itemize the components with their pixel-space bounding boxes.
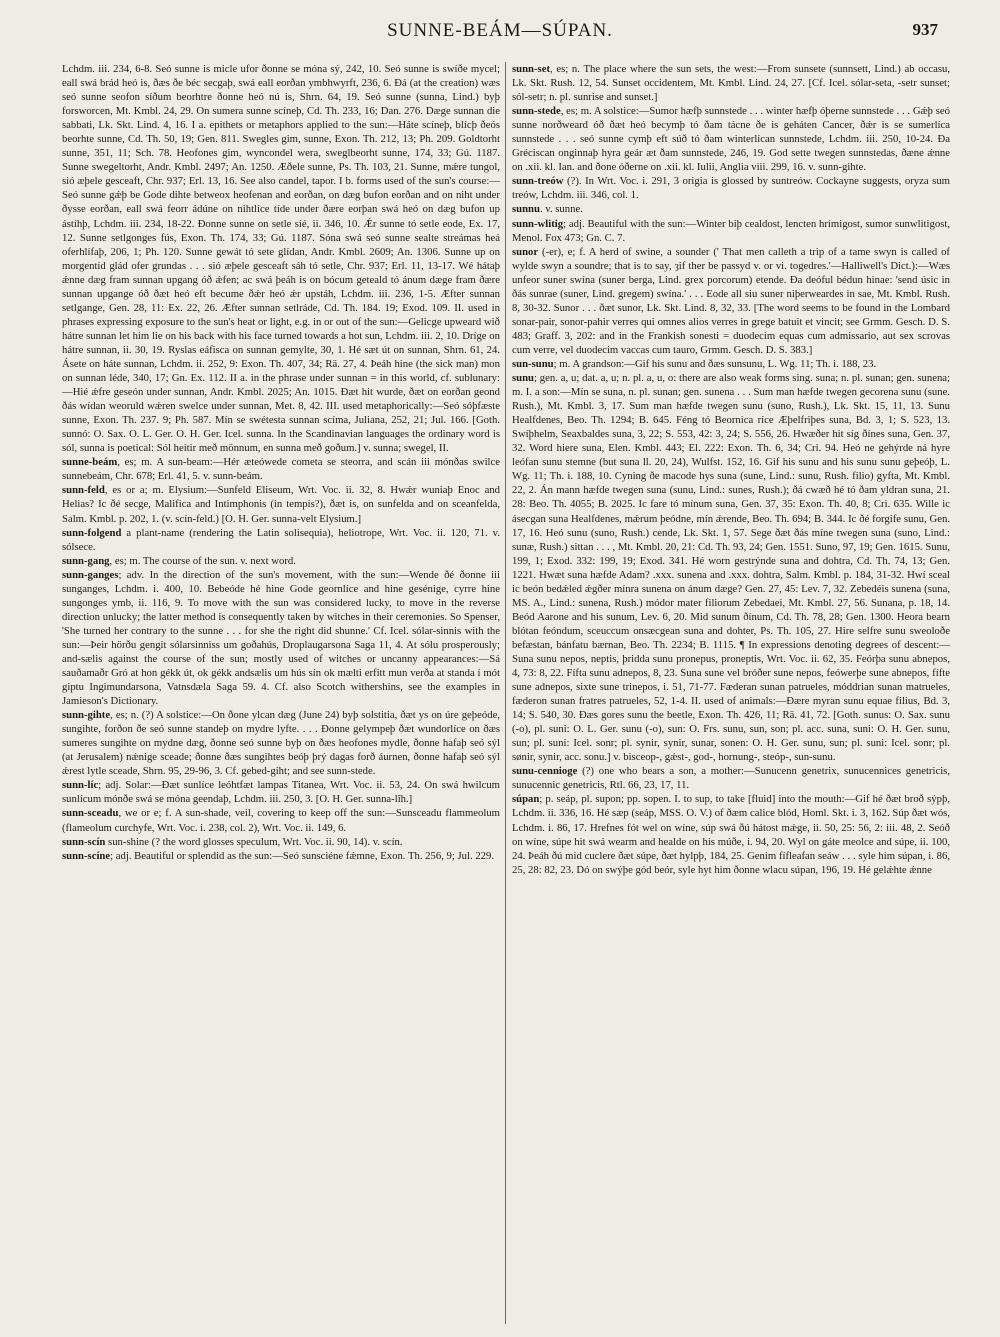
entry-text: ; adj. Solar:—Ðæt sunlíce leóhtfæt lampas Titanea, Wrt. Voc. ii. 53, 24. On swá hwilcum sunlícum mónðe swá se móna geendaþ, Lchdm. iii. 250, 3. [O. H. Ger. sunna-lîh.] <box>62 779 500 806</box>
dictionary-entry <box>62 526 500 554</box>
dictionary-entry <box>62 568 500 708</box>
entry-text: ; adv. In the direction of the sun's movement, with the sun:—Wende ðé ðonne iii sunganges, Lchdm. i. 400, 10. Bebeóde hé hine Gode geornlíce and hine gesénige, cyrre hine sungonges ymb, ii. 116, 9. To move with the sun was considered lucky, to move in the reverse direction unlucky; the latter method is consequently taken by witches in their ceremonies. So Spenser, 'She turned her contrary to the sunne . . . for she the right did shunne.' Cf. Icel. sólar-sinnis with the sun:—Þeir hörðu gengit sólarsinniss um goðahús, Droplaugarsona Saga 11, 4. At sólu prosperously; and-sælis against the course of the sun; mostly used of witches or uncanny appearances:—Sá sauðamaðr Gró at hon gékk út, ok gékk andsælis um hús sín ok mælti erfitt mun verða at standa í mót giptu Ingimundarsona, Vatnsdæla Saga 59. 4. Cf. also Scotch withershins, see the examples in Jamieson's Dictionary. <box>62 568 500 708</box>
page-number: 937 <box>912 20 938 39</box>
headword: sunn-scíne <box>62 849 111 862</box>
dictionary-entry <box>512 245 950 357</box>
entry-text: a plant-name (rendering the Latin solisequia), heliotrope, Wrt. Voc. ii. 120, 71. v. sólsece. <box>62 526 500 553</box>
headword: sunn-gihte <box>62 709 111 722</box>
entry-text: sun-shine (? the word glosses speculum, Wrt. Voc. ii. 90, 14). v. scín. <box>105 835 403 848</box>
headword: sunn-treów <box>512 175 564 188</box>
running-head: SUNNE-BEÁM—SÚPAN. <box>387 20 613 41</box>
dictionary-entry <box>62 708 500 778</box>
headword: súpan <box>512 793 540 806</box>
dictionary-entry <box>62 554 500 568</box>
right-column <box>512 62 950 1324</box>
headword: sunn-líc <box>62 779 99 792</box>
entry-text: ; gen. a, u; dat. a, u; n. pl. a, u, o: there are also weak forms sing. suna; n. pl. sunan; gen. sunena; m. I. a son:—Mín se suna, n. pl. sunan; gen. sunena . . . Sum man hæfde twegen gecorena sunu (sune. Rush.), Mt. Kmbl. 3, 17. Sum man hæfde twegen sunu (suno, Rush.), Lk. Skt. 15, 11, 13. Sunu Healfdenes, Beo. Th. 1294; B. 645. Féng tó Beornica ríce Æþelfriþes suna, Bd. 3, 1; S. 523, 13. Swíþhelm, Seaxbaldes suna, 3, 22; S. 553, 42: 3, 24; S. 556, 26. Hwæðer hit síg ðínes suna, Gen. 37, 32. Word hiere suna, Elen. Kmbl. 443; El. 222: Exon. Th. 6, 34; Cri. 94. Heó ne gehýrde ná hyre leófan sunu stemne (but suna ll. 20, 24), Wulfst. 152, 16. Gif his sunu and his sunu sunu geþeóþ, L. Wg. 11; Th. i. 188, 10. Cyning ðe macode hys suna (sune, Lind.: sunu, Rush. filio) gyfta, Mt. Kmbl. 22, 2. Án mann hæfde twegen suna (sunu, Lind.: sunes, Rush.); ðá cwæð hé tó ðam yldran suna, 21. 28: Beo. Th. 4055; B. 2025. Ic fare tó mínum suna, Gen. 37, 35: Exon. Th. 40, 8; Cri. 635. Wille ic ásecgan suna Healfdenes, mǽrum þeódne, mín ǽrende, Beo. Th. 694; B. 344. Ic ðé forgife sunu, Gen. 17, 16. Heó sunu (suno, Rush.) cende, Lk. Skt. 1, 57. Sege ðæt ðás míne twegen suna (suno, Lind.: sunæ, Rush.) sittan . . . , Mt. Kmbl. 20, 21: Cd. Th. 93, 24; Gen. 1551. Suno, 97, 19; Gen. 1615. Sunu, 199, 1; Exod. 332: 199, 19; Exod. 341. Hé worn gestrýnde suna and dohtra, Cd. Th. 74, 13; Gen. 1221. Hwæt suna hæfde Adam? .xxx. sunena and .xxx. dohtra, Salm. Kmbl. p. 184, 31-32. Hwí sceal ic beón bedǽled ǽgðer mínra sunena on ánum dæge? Gen. 27, 45: Lev. 7, 32. Zebedéis sunena (suna, MS. A., Lind.: sunena, Rush.) módor mater filiorum Zebedaei, Mt. Kmbl. 27, 56. Sunana, p. 18, 14. Beód Aarone and his sunum, Lev. 6, 20. Mid sunum ðínum, Cd. Th. 78, 28; Gen. 1300. Heora bearn blótan feóndum, sceuccum onsæcgean suna and dohter, Ps. Th. 105, 27. Hire selfre sunu sweoloðe befæstan, bánfatu bærnan, Beo. Th. 2234; B. 1115. ¶ In expressions denoting degrees of descent:—Suna sunu nepos, neptis, þridda sunu pronepus, proneptis, Wrt. Voc. ii. 62, 35. Feórþa sunu abnepos, 4, 73: 8, 22. Fífta sunu adnepos, 8, 23. Suna sune vel bróðer sune nepos, feówerþe sune abnepos, fífte sune adnepos, sixte sune trinepos, i. 51, 71-77. Fæderan sunan patrueles, móddrian sunan matrueles, fæderon sunan fratres patrueles, 52, 1-4. II. used of animals:—Ðære myran sunu equae filius, Bd. 3, 14; S. 540, 30. Ðæs gores sunu the beetle, Exon. Th. 426, 11; Rä. 41, 72. [Goth. sunus: O. Sax. sunu (-o), pl. suni: O. L. Ger. sunu (-o), sun: O. Frs. sunu, sun, son; pl. acc. suna, suni: O. H. Ger. sunu, sun; pl. suni: Icel. sonr; pl. synir, synir, sunar, sonen: O. H. Ger. sunu, sun; pl. suni: Icel. sonr; pl. sønir, synir, acc. sonu.] v. bisceop-, gǽst-, god-, hornung-, steóp-, sun-sunu. <box>512 372 950 764</box>
entry-text: (-er), e; f. A herd of swine, a sounder (' That men calleth a trip of a tame swyn is called of wylde swyn a soundre; that is to say, ȝif ther be passyd v. or vi. togedres.'—Halliwell's Dict.):—Wæs unfeor suner swína (suner berga, Lind. grex porcorum) etende. Ða deóful bédun hinae: 'send úsic in ðás sunrae (suner, Lind. gregem) swína.' . . . Eode all siu suner niþerweardes in sae, Mt. Kmbl. Rush. 8, 30-32. Sunor . . . ðæt sunor, Lk. Skt. Lind. 8, 32, 33. [The word seems to be found in the Lombard sonar-pair, sonor-pahir verres qui omnes alios verres in grege batuit et vincit; see Grmm. Gesch. D. S. 483; Graff. 3, 202: and in the Frankish sonesti = duodecim equas cum admissario, aut sex scrovas cum verre, vel duodecim vaccas cum tauro, Grmm. Gesch. D. S. 383.] <box>512 245 950 356</box>
dictionary-entry <box>62 483 500 525</box>
headword: sunn-set <box>512 63 551 75</box>
dictionary-entry <box>512 764 950 792</box>
entry-text: (?) one who bears a son, a mother:—Sunucenn genetrix, sunucennices genetricis, sunucennic genetricis, Rtl. 66, 23, 17, 11. <box>512 765 950 792</box>
headword: sunn-sceadu <box>62 807 119 820</box>
dictionary-entry <box>512 371 950 764</box>
headword: sunu-cennioge <box>512 765 578 778</box>
headword: sunn-scín <box>62 835 106 848</box>
dictionary-entry <box>512 174 950 202</box>
entry-text: ; p. seáp, pl. supon; pp. sopen. I. to sup, to take [fluid] into the mouth:—Gif hé ðæt broð sýpþ, Lchdm. ii. 336, 16. Hé sæp (seáp, MSS. O. V.) of ðæm calice blód, Homl. Skt. i. 3, 162. Súp ðæt wós, Lchdm. i. 86, 17. Hrefnes fót wel on wíne, súp swá ðú hátost mǽge, ii. 50, 25: 56, 2: iii. 48, 2. Seóð on wíne, súpe hit swá wearm and healde on his múðe, i. 94, 20. Wyl on gáte meolce and súpe, ii. 100, 24. Þeáh ðú mid cuclere ðæt súpe, ðæt hylpþ, 184, 25. Genim fífleafan seáw . . . syle him súpan, i. 86, 25, 28: 82, 23. Dó on swýþe gód beór, syle hyt him ðonne wlacu súpan, 196, 19. Hé gelǽhte ǽnne <box>512 793 950 876</box>
headword: sunn-ganges <box>62 568 119 581</box>
entry-text: ; adj. Beautiful with the sun:—Winter biþ cealdost, lencten hrímigost, sumor sunwlitigost, Menol. Fox 473; Gn. C. 7. <box>512 217 950 244</box>
dictionary-entry <box>62 849 500 863</box>
entry-text: , es or a; m. Elysium:—Sunfeld Eliseum, Wrt. Voc. ii. 32, 8. Hwǽr wuniaþ Enoc and Helias? Ic ðé secge, Malifica and Intimphonis (in tempis?), ðæt is, on sunfelda and on sceanfelda, Salm. Kmbl. p. 202, 1. (v. scín-feld.) [O. H. Ger. sunna-velt Elysium.] <box>62 484 500 525</box>
headword: sunn-feld <box>62 484 105 497</box>
dictionary-entry <box>512 792 950 876</box>
entry-text: ; m. A grandson:—Gif his sunu and ðæs sunsunu, L. Wg. 11; Th. i. 188, 23. <box>553 357 877 370</box>
dictionary-entry <box>62 835 500 849</box>
headword: sunn-folgend <box>62 526 122 539</box>
dictionary-entry <box>62 62 500 455</box>
dictionary-entry <box>512 202 950 216</box>
headword: sunor <box>512 245 539 258</box>
headword: sunn-wlitig <box>512 217 564 230</box>
dictionary-entry <box>512 217 950 245</box>
entry-text: , es; n. (?) A solstice:—On ðone ylcan dæg (June 24) byþ solstitia, ðæt ys on úre geþeóde, sungihte, forðon ðe seó sunne standeþ on mydre lyfte. . . . Ðonne gelympeþ ðæt wundorlíce on ðæs sumeres sungihte on mydne dæg, ðonne seó sunne byþ on ðæs heofones mydle, ðonne hafaþ seó sýl (at Jerusalem) nǽnige sceade; ðonne ðæs sungihtes beóþ þrý dagas forð áurnen, ðonne hafaþ seó sýl ǽrest lytle sceade, Shrn. 95, 29-96, 3. Cf. gebed-giht; and see sunn-stede. <box>62 709 500 778</box>
dictionary-entry <box>62 455 500 483</box>
headword: sunn-stede <box>512 105 561 118</box>
dictionary-entry <box>62 778 500 806</box>
entry-text: , es; m. A sun-beam:—Hér æteówede cometa se steorra, and scán iii mónðas swilce sunnebeám, Chr. 678; Erl. 41, 5. v. sunn-beám. <box>62 456 500 483</box>
headword: sunu <box>512 372 534 385</box>
headword: sunn-gang <box>62 554 110 567</box>
dictionary-entry <box>512 104 950 174</box>
entry-text: (?). In Wrt. Voc. i. 291, 3 origia is glossed by suntreów. Cockayne suggests, oryza sum treów, Lchdm. iii. 346, col. 1. <box>512 175 950 202</box>
headword: sunne-beám <box>62 456 118 469</box>
column-divider <box>505 62 506 1324</box>
entry-text: . v. sunne. <box>539 203 583 216</box>
dictionary-entry <box>512 62 950 104</box>
headword: sun-sunu <box>512 357 554 370</box>
entry-text: , es; m. The course of the sun. v. next word. <box>109 554 296 567</box>
entry-text: , es; m. A solstice:—Sumor hæfþ sunnstede . . . winter hæfþ óþerne sunnstede . . . Gǽþ seó sunne norðweard óð ðæt heó becymþ tó ðam tácne ðe is geháten Cancer, ðǽr is se sumerlíca sunnstede . . . seó sunne cymþ eft súð tó ðam winterlícan sunnstede, Lchdm. iii. 250, 10-24. Ða Gréciscan onginnaþ hyra geár æt ðam sunnstede, 246, 19. God sette twegen sunnstedas, ðæne ǽnne on .xii. kl. Ian. and ðone óðerne on .xii. kl. Iulii, Anglia viii. 299, 16. v. sunn-gihte. <box>512 105 950 174</box>
entry-text: , es; n. The place where the sun sets, the west:—From sunsete (sunnsett, Lind.) ab occasu, Lk. Skt. Rush. 12, 54. Sunset occidentem, Mt. Kmbl. Lind. 24, 27. [Cf. Icel. sólar-seta, -setr sunset; sól-setr; n. pl. sunrise and sunset.] <box>512 63 950 104</box>
entry-text: ; adj. Beautiful or splendid as the sun:—Seó sunsciéne fǽmne, Exon. Th. 256, 9; Jul. 229. <box>110 849 495 862</box>
headword: sunnu <box>512 203 540 216</box>
entry-text: , we or e; f. A sun-shade, veil, covering to keep off the sun:—Sunsceadu flammeolum (flameolum curchyfe, Wrt. Voc. i. 238, col. 2), Wrt. Voc. ii. 149, 6. <box>62 807 500 834</box>
left-column <box>62 62 500 1324</box>
dictionary-entry <box>512 357 950 371</box>
entry-text: Lchdm. iii. 234, 6-8. Seó sunne is micle ufor ðonne se móna sý, 242, 10. Seó sunne is swíðe mycel; eall swá brád heó is, ðæs ðe béc secgaþ, swá eall eorðan ymbhwyrft, 236, 6. Ðá (at the creation) wæs seó sunne seofon síðum beorhtre ðonne heó nú is, Shrn. 64, 19. Seó sunne (sunna, Lind.) byþ forsworcen, Mt. Kmbl. 24, 29. On sumera sunne scíneþ, Cd. Th. 233, 16; Dan. 276. Dæge sunnan die sabbati, Lk. Skt. Lind. 4, 16. I a. epithets or metaphors applied to the sun:—Háte scíneþ, blícþ ðeós beorhte sunne, Cd. Th. 50, 19; Gen. 811. Swegles gim, sunne, Exon. Th. 212, 13; Ph. 209. Goldtorht sunne, 351, 11; Sch. 78. Heofones gim, wyncondel wera, sweglbeorht sunne, 174, 33; Gú. 1187. Sunne swegeltorht, Andr. Kmbl. 2497; An. 1250. Æðele sunne, Ps. Th. 103, 21. Sunne, mǽre tungol, sió æþele gesceaft, Chr. 937; Erl. 13, 16. See also candel, tapor. I b. forms used of the sun's course:—Seó sunne gǽþ be Gode dihte betweox heofenan and eorðan, on dæg bufon eorðan and on niht under ðysse eorðan, eall swá feorr ádúne on nihtlíce tíde under ðære eorþan swá heó on dæg bufon up ástíhþ, Lchdm. iii. 234, 18-22. Ðonne sunne on setle sié, ii. 346, 10. Ǽr sunne tó setle eode, Ex. 17, 12. Sunne setlgonges fús, Exon. Th. 174, 33; Gú. 1187. Sóna swá seó sunne sealte streámas heá oferhlífaþ, 206, 1; Ph. 120. Sunne gewát tó sete glídan, Andr. Kmbl. 2609; An. 1306. Sunne up on morgentíd glád ofer grundas . . . sió æþele gesceaft sáh tó setle, Chr. 937; Erl. 11, 13-17. Wé hátaþ ǽnne dæg fram sunnan upgang óð ǽfen; ac swá þeáh is on bócum geteald tó ánum dæge fram ðære sunnan upgange óð ðæt heó eft becume ðǽr heó ǽr upstáh, Lchdm. iii. 236, 1-5. Æfter sunnan setlgange, Gen. 28, 11: Ex. 22, 26. Æfter sunnan setlráde, Cd. Th. 184. 19; Exod. 109. II. used in phrases expressing exposure to the sun's heat or light, e.g. in or out of the sun:—Gelicge upweard wið hátre sunnan let him lie on his back with his face turned towards a hot sun, Lchdm. iii. 2, 10. Dríge on hátre sunnan, ii. 30, 19. Ryslas eáfisca on sunnan gemylte, 30, 1. Hé sæt út on sunnan, Shrn. 61, 24. Ásete on háte sunnan, Lchdm. ii. 252, 9: Exon. Th. 407, 34; Rä. 27, 4. Þeáh hine (the sick man) mon on sunnan léde, 340, 17; Gn. Ex. 112. II a. in the phrase under sunnan = in this world, cf. sublunary:—Hié ǽfre geseón under sunnan, Andr. Kmbl. 2025; An. 1015. Ðæt hit wurde, ðæt on eorðan geond ðás wídan weoruld wǽren swelce under sunnan, Met. 8, 42. III. used metaphorically:—Seó sóþfæste sunne, Exon. Th. 237. 9; Ph. 587. Mín se swétesta sunnan scíma, Juliana, 252, 21; Jul. 166. [Goth. sunnó: O. Sax. O. L. Ger. O. H. Ger. Icel. sunna. In the Scandinavian languages the ordinary word is sól, sunna is poetical: Sól heitir með mönnum, en sunna með goðum.] v. sunna; swegel, II. <box>62 63 500 455</box>
dictionary-entry <box>62 806 500 834</box>
